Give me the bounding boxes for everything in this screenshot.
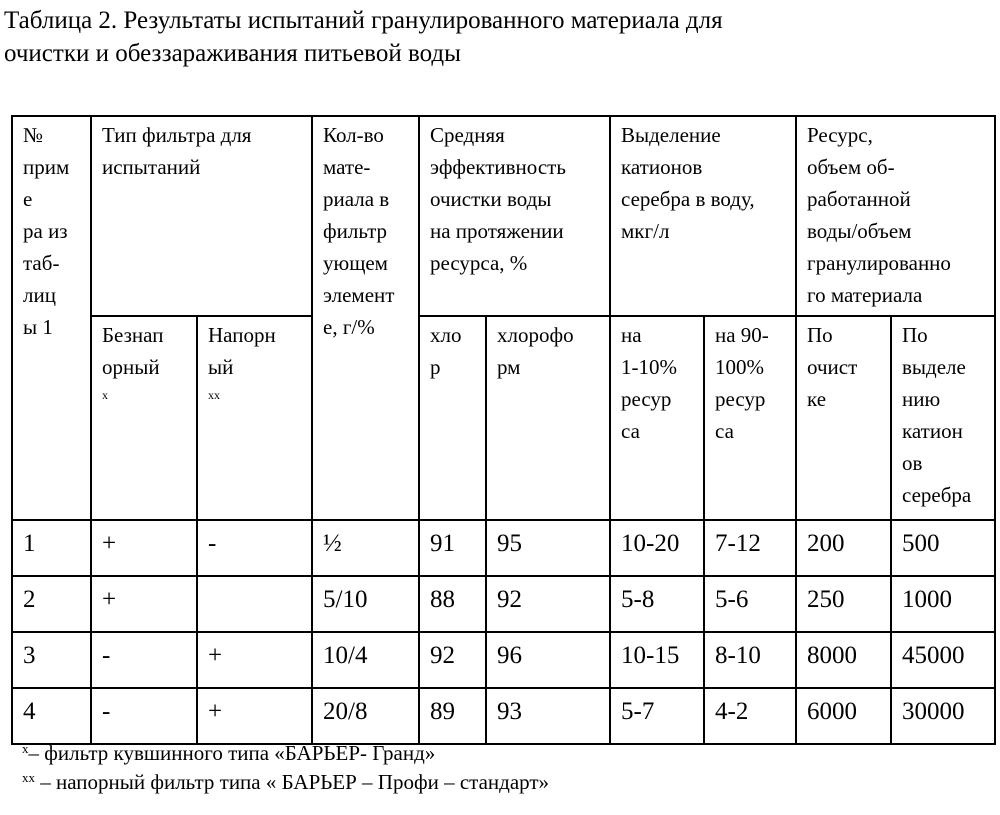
subheader-pressure	[197, 316, 312, 520]
cell-chlorine: 89	[419, 688, 486, 744]
cell-start: 10-15	[610, 632, 704, 688]
cell-line: 100%	[715, 355, 764, 379]
cell-line: выделе	[902, 355, 966, 379]
cell-line: са	[715, 419, 734, 443]
cell-line: Тип фильтра для	[102, 123, 252, 147]
cell-no: 4	[12, 688, 91, 744]
cell-line: катион	[902, 419, 963, 443]
cell-silver: 500	[891, 520, 995, 576]
cell-line: ресурса, %	[430, 251, 528, 275]
cell-cleaning: 250	[796, 576, 891, 632]
cell-line: По	[807, 323, 833, 347]
cell-end: 8-10	[704, 632, 796, 688]
cell-line: е	[23, 187, 33, 211]
footnote-gravity	[22, 740, 435, 766]
table-row	[12, 688, 995, 744]
caption-line-1: Таблица 2. Результаты испытаний гранулированного материала для	[4, 7, 723, 34]
cell-line: объем об-	[807, 155, 895, 179]
cell-line: Напорн	[208, 323, 276, 347]
cell-no: 3	[12, 632, 91, 688]
cell-line: на 90-	[715, 323, 769, 347]
cell-pressure: +	[197, 688, 312, 744]
header-resource	[796, 116, 995, 316]
caption-line-2: очистки и обеззараживания питьевой воды	[4, 40, 461, 67]
cell-line: ы 1	[23, 315, 53, 339]
table-row	[12, 576, 995, 632]
footnote-pressure-mark: xx	[22, 770, 35, 785]
cell-line: ый	[208, 355, 234, 379]
cell-line: ов	[902, 451, 923, 475]
cell-line: серебра	[902, 483, 972, 507]
header-avg-efficiency	[419, 116, 610, 316]
subheader-chlorine	[419, 316, 486, 520]
cell-line: Ресурс,	[807, 123, 873, 147]
cell-line: р	[430, 355, 441, 379]
header-filter-type	[91, 116, 312, 316]
cell-line: ресур	[715, 387, 766, 411]
cell-line: гранулированно	[807, 251, 951, 275]
cell-cleaning: 6000	[796, 688, 891, 744]
cell-amount: 20/8	[312, 688, 419, 744]
cell-line: го материала	[807, 283, 923, 307]
cell-silver: 30000	[891, 688, 995, 744]
cell-gravity: +	[91, 576, 197, 632]
cell-line: прим	[23, 155, 70, 179]
cell-amount: 5/10	[312, 576, 419, 632]
cell-end: 4-2	[704, 688, 796, 744]
subheader-end	[704, 316, 796, 520]
table-caption	[4, 4, 984, 70]
cell-cleaning: 200	[796, 520, 891, 576]
cell-line: №	[23, 123, 44, 147]
cell-pressure: +	[197, 632, 312, 688]
header-material-amount	[312, 116, 419, 520]
cell-line: Выделение	[621, 123, 721, 147]
footnote-pressure	[22, 769, 549, 795]
cell-line: е, г/%	[323, 315, 375, 339]
cell-line: лиц	[23, 283, 56, 307]
cell-no: 1	[12, 520, 91, 576]
cell-line: ке	[807, 387, 827, 411]
cell-line: Кол-во	[323, 123, 384, 147]
results-table	[11, 115, 996, 745]
table-row	[12, 632, 995, 688]
subheader-pressure-text	[208, 319, 305, 383]
cell-line: са	[621, 419, 640, 443]
cell-line: Средняя	[430, 123, 505, 147]
subheader-by-silver	[891, 316, 995, 520]
cell-line: эффективность	[430, 155, 566, 179]
cell-line: на	[621, 323, 642, 347]
cell-amount: ½	[312, 520, 419, 576]
cell-start: 5-7	[610, 688, 704, 744]
cell-chloroform: 96	[486, 632, 610, 688]
subheader-by-cleaning	[796, 316, 891, 520]
cell-line: хлорофо	[497, 323, 574, 347]
cell-line: таб-	[23, 251, 60, 275]
footnote-gravity-text: – фильтр кувшинного типа «БАРЬЕР- Гранд»	[28, 741, 436, 765]
cell-gravity: -	[91, 632, 197, 688]
cell-line: По	[902, 323, 928, 347]
footnote-gravity-mark: x	[22, 741, 29, 756]
cell-line: элемент	[323, 283, 395, 307]
cell-line: рм	[497, 355, 521, 379]
cell-gravity: +	[91, 520, 197, 576]
subheader-gravity-mark: x	[102, 388, 108, 402]
cell-end: 7-12	[704, 520, 796, 576]
cell-amount: 10/4	[312, 632, 419, 688]
cell-line: нию	[902, 387, 941, 411]
header-row-main	[12, 116, 995, 316]
cell-gravity: -	[91, 688, 197, 744]
cell-line: 1-10%	[621, 355, 677, 379]
cell-chloroform: 95	[486, 520, 610, 576]
cell-chlorine: 92	[419, 632, 486, 688]
cell-line: фильтр	[323, 219, 388, 243]
cell-line: мате-	[323, 155, 371, 179]
cell-line: риала в	[323, 187, 390, 211]
cell-line: на протяжении	[430, 219, 564, 243]
cell-no: 2	[12, 576, 91, 632]
cell-cleaning: 8000	[796, 632, 891, 688]
cell-start: 5-8	[610, 576, 704, 632]
cell-line: ра из	[23, 219, 68, 243]
cell-line: ующем	[323, 251, 388, 275]
cell-silver: 45000	[891, 632, 995, 688]
subheader-pressure-mark: xx	[208, 388, 220, 402]
cell-start: 10-20	[610, 520, 704, 576]
subheader-start	[610, 316, 704, 520]
header-silver-release	[610, 116, 796, 316]
cell-line: хло	[430, 323, 462, 347]
cell-line: очист	[807, 355, 858, 379]
cell-line: испытаний	[102, 155, 201, 179]
cell-line: работанной	[807, 187, 911, 211]
subheader-chloroform	[486, 316, 610, 520]
cell-line: серебра в воду,	[621, 187, 755, 211]
cell-line: Безнап	[102, 323, 164, 347]
footnote-pressure-text: – напорный фильтр типа « БАРЬЕР – Профи – стандарт»	[35, 770, 550, 794]
cell-pressure: -	[197, 520, 312, 576]
cell-silver: 1000	[891, 576, 995, 632]
cell-chlorine: 88	[419, 576, 486, 632]
cell-pressure	[197, 576, 312, 632]
cell-line: ресур	[621, 387, 672, 411]
subheader-gravity-text	[102, 319, 190, 383]
cell-line: орный	[102, 355, 160, 379]
header-example-no	[12, 116, 91, 520]
header-row-sub	[12, 316, 995, 520]
cell-line: очистки воды	[430, 187, 552, 211]
cell-chloroform: 93	[486, 688, 610, 744]
subheader-gravity	[91, 316, 197, 520]
cell-chloroform: 92	[486, 576, 610, 632]
cell-line: катионов	[621, 155, 703, 179]
table-row	[12, 520, 995, 576]
cell-chlorine: 91	[419, 520, 486, 576]
cell-line: мкг/л	[621, 219, 670, 243]
cell-end: 5-6	[704, 576, 796, 632]
cell-line: воды/объем	[807, 219, 912, 243]
